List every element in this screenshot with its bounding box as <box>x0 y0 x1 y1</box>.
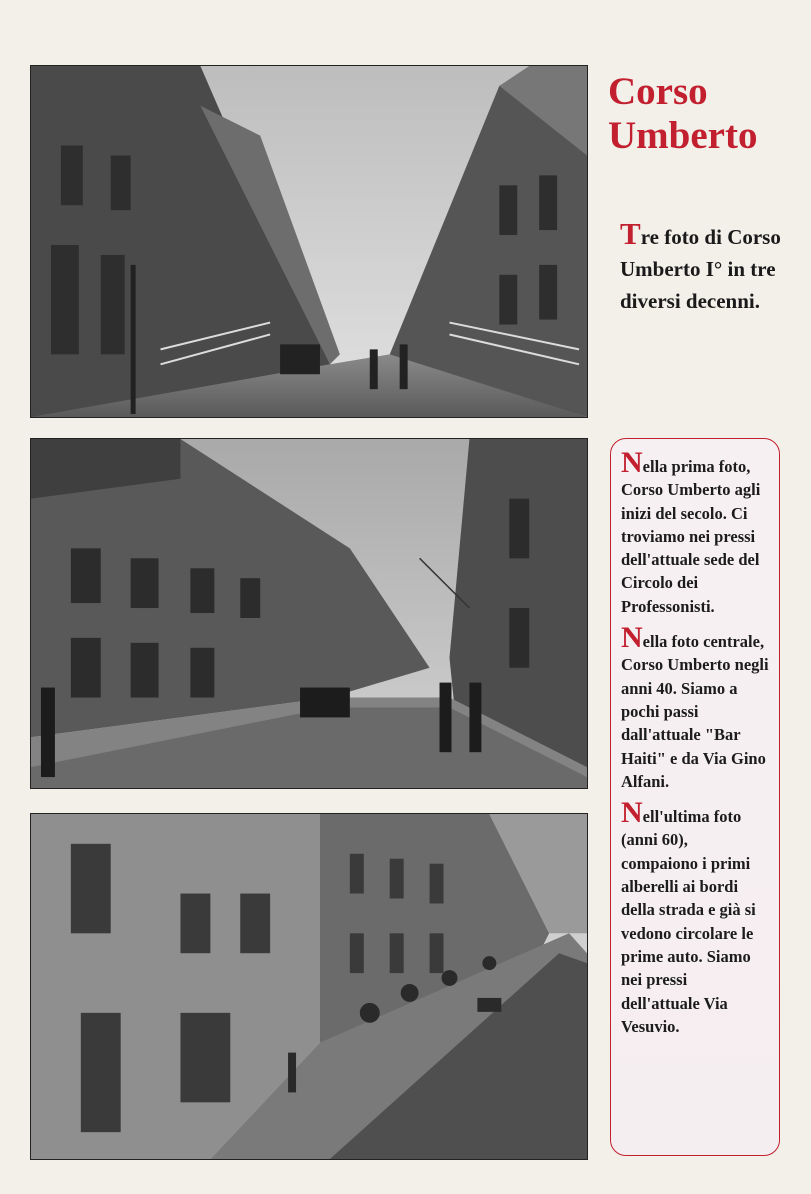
captions-box <box>610 438 780 1156</box>
photo-street-1940s <box>30 438 588 789</box>
caption-3-text: ell'ultima foto (anni 60), compaiono i primi alberelli ai bordi della strada e già si vedono circolare le prime auto. Siamo nei pressi dell'attuale Via Vesuvio. <box>621 807 756 1036</box>
intro-paragraph <box>620 218 800 317</box>
caption-2-text: ella foto centrale, Corso Umberto negli anni 40. Siamo a pochi passi dall'attuale "Bar Haiti" e da Via Gino Alfani. <box>621 632 769 791</box>
caption-1-initial: N <box>621 446 643 479</box>
caption-1-text: ella prima foto, Corso Umberto agli inizi del secolo. Ci troviamo nei pressi dell'attuale sede del Circolo dei Professonisti. <box>621 457 761 616</box>
caption-photo-3 <box>621 796 769 1038</box>
caption-photo-2 <box>621 621 769 793</box>
title-line-1: Corso <box>608 70 708 113</box>
intro-initial: T <box>620 216 641 251</box>
photo-street-1960s <box>30 813 588 1160</box>
title-line-2: Umberto <box>608 114 758 157</box>
caption-photo-1 <box>621 446 769 618</box>
photo-street-early-century <box>30 65 588 418</box>
intro-text: re foto di Corso Umberto I° in tre diversi decenni. <box>620 225 781 313</box>
caption-2-initial: N <box>621 621 643 655</box>
page-title <box>608 70 808 158</box>
caption-3-initial: N <box>621 796 643 830</box>
